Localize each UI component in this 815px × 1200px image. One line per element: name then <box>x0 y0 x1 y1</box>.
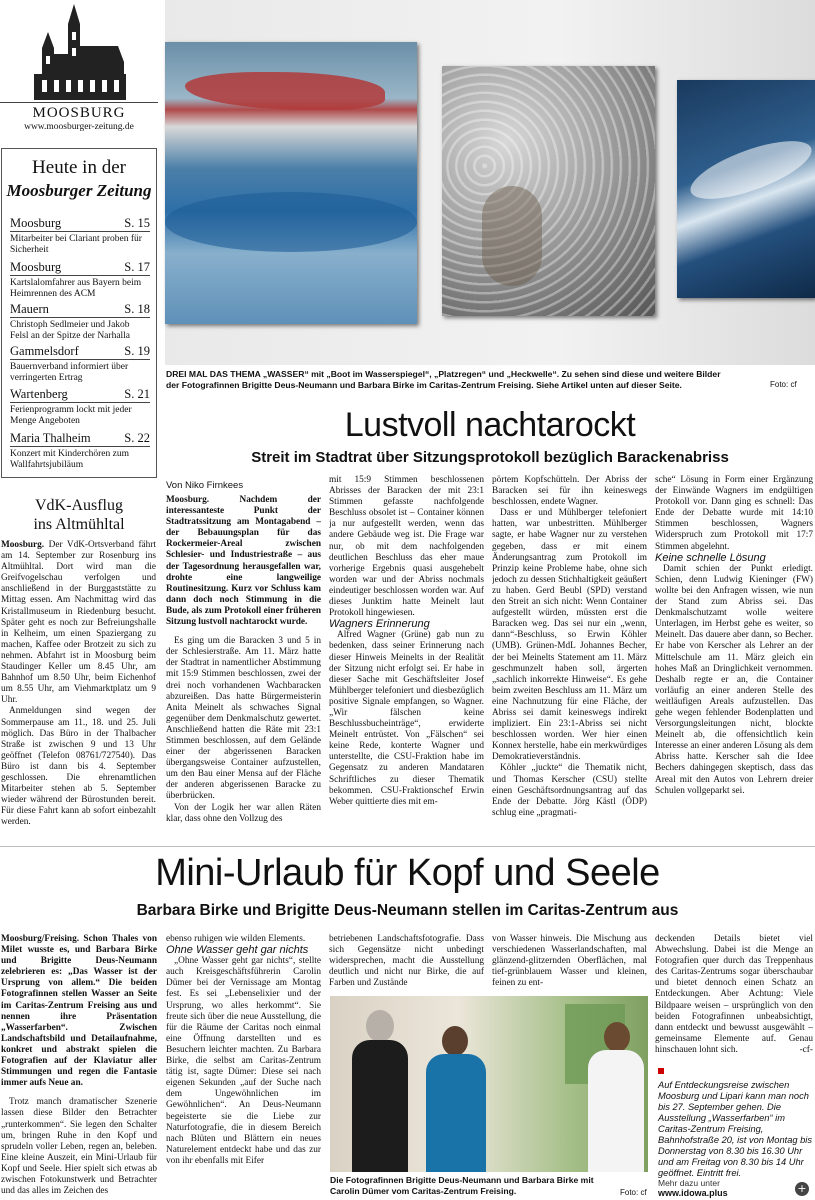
article2-info: Auf Entdeckungsreise zwischen Moosburg und Lipari kann man noch bis 27. September gehen. Die Ausstellung „Wasserfarben“ im Caritas-Zentrum Freising, Bahnhofstraße 20, ist von Montag bis Donnerstag von 8.30 bis 16.30 Uhr und am Freitag von 8.30 bis 14 Uhr geöffnet. Eintritt frei. <box>658 1080 813 1178</box>
article1-col1: Moosburg. Nachdem der interessanteste Punkt der Stadtratssitzung am Montagabend – der Bebauungsplan für das Rockermeier-Areal zwischen Schlesier- und Industriestraße – aus der Tagesordnung herausgefallen war, drohte eine langweilige Routinesitzung. Kurz vor Schluss kam dann doch noch Stimmung in die Bude, als zum Protokoll einer früheren Sitzung lustvoll nachtarockt wurde. Es ging um die Baracken 3 und 5 in der Schlesierstraße. Am 11. März hatte der Stadtrat in namentlicher Abstimmung mit 15:9 Stimmen beschlossen, zwei der drei noch vorhandenen Wachbaracken abzureißen. Das hatte Bürgermeisterin Anita Meinelt als schwaches Signal gegenüber dem Denkmalschutz gewertet. Anschließend hatten die Räte mit 23:1 Stimmen beschlossen, auf dem Gelände einer der abgerissenen Baracken übergangsweise Container aufzustellen, um den Bau einer Mensa auf der Fläche der anderen abgerissenen Baracke zu überbrücken. Von der Logik her war allen Räten klar, dass ohne den Vollzug des <box>166 495 321 824</box>
plus-icon[interactable]: + <box>795 1182 809 1196</box>
photo-boat-reflection <box>165 42 417 324</box>
article2-col5: deckenden Details bietet viel Abwechslung. Dabei ist die Menge an Fotografien quer durch das Treppenhaus des Caritas-Zentrums sogar überschaubar und bietet dennoch einen Schatz an Entdeckungen. Aber Achtung: Viele Bildpaare weisen – ursprünglich von den beiden Fotografinnen unbeabsichtigt, dann entdeckt und bewusst ausgewählt – gemeinsame Elemente auf. Genau hinschauen lohnt sich. -cf- <box>655 934 813 1055</box>
sidebar-title: Heute in der <box>32 157 126 178</box>
sidebar-item[interactable]: Maria Thalheim S. 22 Konzert mit Kinderchören zum Wallfahrtsjubiläum <box>10 431 150 470</box>
top-photo-caption: DREI MAL DAS THEMA „WASSER“ mit „Boot im Wasserspiegel“, „Platzregen“ und „Heckwelle“. Zu sehen sind diese und weitere Bilder der Fotografinnen Brigitte Deus-Neumann und Barbara Birke im Caritas-Zentrum Freising. Siehe Artikel unten auf dieser Seite. <box>166 369 721 390</box>
top-photo <box>165 0 815 365</box>
article1-subheadline: Streit im Stadtrat über Sitzungsprotokoll bezüglich Barackenabriss <box>251 449 729 466</box>
article2-col3: betriebenen Landschaftsfotografie. Dass sich Gegensätze nicht unbedingt widersprechen, macht die Ausstellung deutlich und nicht nur Birke, die auf Farben und Zustände <box>329 934 484 989</box>
logo-town: MOOSBURG <box>32 105 126 121</box>
more-link[interactable]: www.idowa.plus <box>658 1188 728 1198</box>
photo-rain <box>442 66 655 316</box>
article1-byline: Von Niko Firnkees <box>166 480 244 491</box>
logo-url[interactable]: www.moosburger-zeitung.de <box>24 122 134 132</box>
sidebar-item[interactable]: Moosburg S. 17 Kartslalomfahrer aus Bayern beim Heimrennen des ACM <box>10 260 150 299</box>
article1-col2: mit 15:9 Stimmen beschlossenen Abrisses der Baracken der mit 23:1 Stimmen gefasste nachfolgende Beschluss obsolet ist – Container können ja nur aufgestellt werden, wenn das andere Gebäude weg ist. Die Frage war nur, ob mit dem nachfolgenden deutlichen Beschluss das eher maue vorherige Ergebnis quasi ausgehebelt worden war und der Abriss nochmals eindeutiger beschlossen worden war. Auf dieses Junktim hatte Meinelt laut Protokoll hingewiesen. Wagners Erinnerung Alfred Wagner (Grüne) gab nun zu bedenken, dass seiner Erinnerung nach dieser Hinweis Meinelts in der Realität der Sitzung nicht erfolgt sei. Er habe in dieser Sache mit Geschäftsleiter Josef Mühlberger telefoniert und diesbezüglich positive Signale empfangen, so Wagner. „Wir fälschen keine Beschlussbucheinträge“, erwiderte Meinelt entrüstet. Von „Fälschen“ sei keine Rede, konterte Wagner und unterstellte, die CSU-Fraktion habe im Gegensatz zu anderen Mandataren Schriftliches zu dieser Thematik bekommen. CSU-Fraktionschef Erwin Weber quittierte dies mit em- <box>329 475 484 807</box>
article2-headline: Mini-Urlaub für Kopf und Seele <box>155 852 660 894</box>
exhibition-photo-caption: Die Fotografinnen Brigitte Deus-Neumann und Barbara Birke mit Carolin Dümer vom Caritas-Zentrum Freising. <box>330 1175 594 1196</box>
article2-col4: von Wasser hinweis. Die Mischung aus verschiedenen Wasserlandschaften, mal glänzend-glitzernden Oberflächen, mal tief-grünblauem Wasser und kleinen, feinen zu ent- <box>492 934 647 989</box>
article2-col2: ebenso ruhigen wie wilden Elements. Ohne Wasser geht gar nichts „Ohne Wasser geht gar nichts“, stellte auch Kreisgeschäftsführerin Carolin Dümer bei der Vernissage am Montag fest. Es sei „Lebenselixier und der Ursprung, wo alles herkommt“. Sie freute sich über die neue Ausstellung, die für die Räume der Caritas noch einmal eine Öffnung darstellten und es Besuchern leichter machten. Zu Barbara Birke, die selbst am Caritas-Zentrum tätig ist, sagte Dümer: Diese sei nach eigenen Sekunden „auf der Suche nach dem Ungewöhnlichen im Gewöhnlichen“. An Deus-Neumann begeisterte sie die Liebe zur Naturfotografie, die in diesem Bereich nach Blüten und Blättern ein neues Naturelement entdeckt habe und das zur von ihr ebenfalls mit Eifer <box>166 934 321 1166</box>
photo-wake <box>677 80 815 298</box>
church-icon <box>28 2 128 100</box>
top-photo-credit: Foto: cf <box>770 380 797 389</box>
article2-subheadline: Barbara Birke und Brigitte Deus-Neumann stellen im Caritas-Zentrum aus <box>136 902 679 919</box>
vdk-headline: VdK-Ausflug ins Altmühltal <box>33 497 125 533</box>
info-marker-icon <box>658 1068 664 1074</box>
sidebar-item[interactable]: Moosburg S. 15 Mitarbeiter bei Clariant proben für Sicherheit <box>10 216 150 255</box>
article1-headline: Lustvoll nachtarockt <box>344 406 636 444</box>
more-label: Mehr dazu unter <box>658 1178 720 1188</box>
article2-col1: Moosburg/Freising. Schon Thales von Milet wusste es, und Barbara Birke und Brigitte Deus-Neumann zelebrieren es: „Das Wasser ist der Ursprung von allem.“ Die beiden Fotografinnen stellen Wasser an Seite im Caritas-Zentrum Freising aus und nennen ihre Präsentation „Wasserfarben“. Zwischen Landschaftsbild und Detailaufnahme, konkret und abstrakt spielen die Fotografien auf der Klaviatur aller Stimmungen und regen die Fantasie immer aufs Neue an. Trotz manch dramatischer Szenerie lassen diese Bilder den Betrachter „runterkommen“. Sie legen den Schalter um, bringen Ruhe in den Kopf und sprudeln voller Leben, regen an, beleben. Eine kleine Auszeit, ein Mini-Urlaub für Kopf und Seele. Hier spielt sich etwas ab zwischen Fotokunstwerk und Betrachter und das alles im Zeichen des <box>1 934 157 1197</box>
article1-col3: pörtem Kopfschütteln. Der Abriss der Baracken sei für ihn keineswegs beschlossen, endete Wagner. Dass er und Mühlberger telefoniert hatten, war unbestritten. Mühlberger sagte, er habe Wagner nur zu verstehen gegeben, dass er mit einem Änderungsantrag zum Protokoll im Prinzip keine Probleme habe, ohne sich jedoch zu dessen Stichhaltigkeit geäußert zu haben. Gerd Beubl (SPD) verstand den Streit an sich nicht: Wenn Container aufgestellt würden, müssten erst die Baracken weg. Das sei nur ein „wenn, dann“-Beschluss, so Erwin Köhler (UMB). Grünen-MdL Johannes Becher, der bei Meinelts Statement am 11. März geschmunzelt haben soll, ärgerten „sachlich inkorrekte Hinweise“. Es gehe beim zweiten Beschluss am 11. März um eine Nachnutzung für eine Fläche, der Abriss sei damit keineswegs indirekt impliziert. Ein 23:1-Abriss sei nicht beschlossen worden. Wer hier einen Konnex herstelle, habe ein merkwürdiges Demokratieverständnis. Köhler „juckte“ die Thematik nicht, und Thomas Kerscher (CSU) stellte einen Geschäftsordnungsantrag auf das Ende der Debatte. Jörg Kästl (ÖDP) schlug eine „pragmati- <box>492 475 647 818</box>
vdk-body: Moosburg. Der VdK-Ortsverband fährt am 14. September zur Rosenburg ins Altmühltal. Dort wird man die Greifvogelschau verfolgen und anschließend in der Burggaststätte zu Mittag essen. Am Nachmittag wird das Kristallmuseum in Riedenburg besucht. Später geht es noch zur Befreiungshalle in Kelheim, um einen Spaziergang zu machen, Kaffee oder Brotzeit zu sich zu nehmen. Abfahrt ist in Moosburg beim Staudinger Keller um 8.45 Uhr, am Bahnhof um 8.50 Uhr, beim Eichenhof um 8.55 Uhr, am Viehmarktplatz um 9 Uhr. Anmeldungen sind wegen der Sommerpause am 11., 18. und 25. Juli möglich. Das Büro in der Thalbacher Straße ist zwischen 9 und 13 Uhr geöffnet (Telefon 08761/727540). Das Büro ist dann bis 4. September geschlossen. Die ehrenamtlichen Mitarbeiter stehen ab 5. September wieder während der Bürostunden bereit. Für diese Fahrt kann ab sofort einbezahlt werden. <box>1 540 156 828</box>
sidebar-today <box>1 148 157 478</box>
masthead-logo <box>0 0 158 138</box>
article1-col4: sche“ Lösung in Form einer Ergänzung der Einwände Wagners im endgültigen Protokoll vor. Dann ging es schnell: Das Ende der Debatte wurde mit 14:10 Stimmen beschlossen, Wagners Widerspruch zum Protokoll mit 17:7 Stimmen abgelehnt. Keine schnelle Lösung Damit schien der Punkt erledigt. Schien, denn Ludwig Kieninger (FW) wollte bei den Anfragen wissen, wie nun der Stand zum Abriss sei. Das Denkmalschutzamt wolle weitere Unterlagen, im Herbst gehe es weiter, so Meinelt. Das dauere aber dann, so Becher. Er habe von Kerscher als Lehrer an der Mittelschule am 11. März gleich ein hohes Maß an Dringlichkeit vernommen. Deshalb regte er an, die Container vorläufig an einer anderen Stelle des weitläufigen Areals aufzustellen. Das gehe wegen fehlender Bodenplatten und Versorgungsleitungen nicht, blockte Meinelt ab, die offensichtlich kein Interesse an einer anderen Lösung als dem Abriss hatte. Kerscher sah die Idee Bechers dahingegen skeptisch, dass das Areal mit den Autos von Lehrern dreier Schulen vollgeparkt sei. <box>655 475 813 796</box>
sidebar-item[interactable]: Gammelsdorf S. 19 Bauernverband informiert über verringerten Ertrag <box>10 344 150 383</box>
exhibition-photo-credit: Foto: cf <box>620 1188 647 1197</box>
sidebar-paper-name: Moosburger Zeitung <box>6 181 152 200</box>
sidebar-item[interactable]: Mauern S. 18 Christoph Sedlmeier und Jakob Felsl an der Spitze der Narhalla <box>10 302 150 341</box>
sidebar-item[interactable]: Wartenberg S. 21 Ferienprogramm lockt mit jeder Menge Angeboten <box>10 387 150 426</box>
exhibition-photo <box>330 996 648 1172</box>
